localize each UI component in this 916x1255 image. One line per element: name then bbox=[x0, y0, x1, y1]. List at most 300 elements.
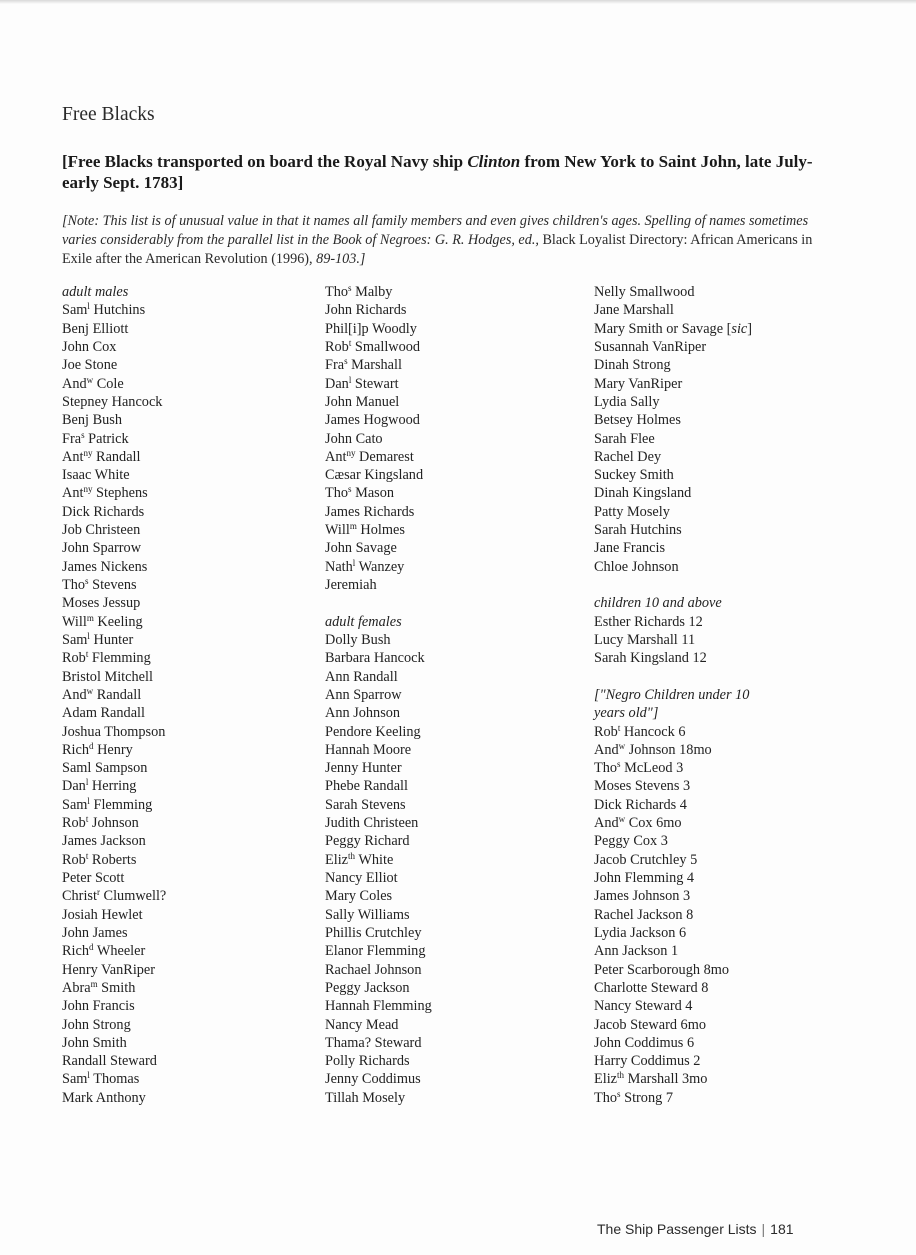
list-item bbox=[62, 539, 166, 557]
list-item bbox=[62, 961, 166, 979]
list-item bbox=[325, 723, 432, 741]
name-text: Eliz bbox=[325, 851, 349, 868]
name-text: Dinah Kingsland bbox=[594, 485, 692, 502]
list-item bbox=[594, 759, 752, 777]
name-text: Rachael Johnson bbox=[325, 961, 422, 978]
list-item bbox=[325, 979, 432, 997]
list-item bbox=[62, 997, 166, 1015]
name-text: Hancock 6 bbox=[620, 723, 686, 740]
name-text: And bbox=[62, 686, 87, 703]
name-text: Tho bbox=[594, 1089, 618, 1106]
list-item bbox=[62, 320, 166, 338]
list-item bbox=[594, 906, 752, 924]
list-item bbox=[325, 686, 432, 704]
name-text: Saml Sampson bbox=[62, 760, 148, 777]
name-text: Judith Christeen bbox=[325, 815, 419, 832]
name-text: Phebe Randall bbox=[325, 778, 408, 795]
list-item bbox=[62, 338, 166, 356]
list-item bbox=[62, 906, 166, 924]
name-text: Dick Richards 4 bbox=[594, 796, 687, 813]
name-text: Marshall 3mo bbox=[624, 1071, 708, 1088]
name-text: Christ bbox=[62, 888, 97, 905]
list-item bbox=[325, 1089, 432, 1107]
name-text: Bristol Mitchell bbox=[62, 668, 153, 685]
name-text: Rob bbox=[62, 650, 86, 667]
name-text: Thomas bbox=[89, 1071, 140, 1088]
list-item bbox=[325, 741, 432, 759]
name-text: Henry bbox=[93, 741, 133, 758]
name-text: Abra bbox=[62, 979, 91, 996]
name-text: Joe Stone bbox=[62, 357, 118, 374]
name-text: ] bbox=[747, 320, 753, 337]
list-item bbox=[325, 649, 432, 667]
category-heading-children-under-10: ["Negro Children under 10 bbox=[594, 686, 750, 703]
name-text: Holmes bbox=[356, 522, 405, 539]
name-text: McLeod 3 bbox=[620, 760, 684, 777]
list-item bbox=[594, 832, 752, 850]
list-item bbox=[62, 411, 166, 429]
abbreviation-superscript: s bbox=[85, 576, 89, 586]
abbreviation-superscript: th bbox=[617, 1070, 625, 1081]
list-item bbox=[325, 777, 432, 795]
name-text: Phillis Crutchley bbox=[325, 924, 422, 941]
list-item bbox=[325, 356, 432, 374]
name-text: Jacob Steward 6mo bbox=[594, 1016, 706, 1033]
name-text: Rachel Dey bbox=[594, 448, 662, 465]
name-text: Charlotte Steward 8 bbox=[594, 979, 709, 996]
list-item bbox=[325, 1034, 432, 1052]
name-text: Nath bbox=[325, 558, 353, 575]
abbreviation-superscript: r bbox=[96, 887, 100, 898]
abbreviation-superscript: w bbox=[618, 814, 626, 825]
name-text: Jane Francis bbox=[594, 540, 666, 557]
name-text: Lydia Sally bbox=[594, 393, 660, 410]
list-item bbox=[62, 430, 166, 448]
list-item bbox=[62, 393, 166, 411]
name-text: Harry Coddimus 2 bbox=[594, 1053, 701, 1070]
name-text: Benj Elliott bbox=[62, 320, 129, 337]
list-item bbox=[62, 1034, 166, 1052]
editorial-note bbox=[62, 212, 842, 269]
name-text: Jeremiah bbox=[325, 577, 377, 593]
list-item bbox=[62, 979, 166, 997]
list-item bbox=[325, 1016, 432, 1034]
name-text: John Francis bbox=[62, 998, 135, 1015]
abbreviation-superscript: l bbox=[87, 630, 90, 641]
abbreviation-superscript: m bbox=[349, 521, 357, 532]
name-text: Ann Sparrow bbox=[325, 686, 402, 703]
name-text: Eliz bbox=[594, 1071, 618, 1088]
name-text: Tho bbox=[325, 485, 349, 502]
category-heading-adult-females: adult females bbox=[325, 613, 402, 630]
abbreviation-superscript: w bbox=[86, 685, 94, 696]
list-item bbox=[62, 356, 166, 374]
name-text: And bbox=[594, 815, 619, 832]
name-text: Clumwell? bbox=[99, 888, 167, 905]
list-item bbox=[62, 686, 166, 704]
list-item bbox=[594, 521, 752, 539]
name-text: Sarah Stevens bbox=[325, 796, 406, 813]
name-text: Sarah Flee bbox=[594, 430, 655, 447]
name-text: Hunter bbox=[89, 631, 134, 648]
list-item bbox=[594, 375, 752, 393]
name-text: John Manuel bbox=[325, 393, 400, 410]
name-text: Sarah Hutchins bbox=[594, 522, 682, 539]
list-item bbox=[62, 723, 166, 741]
name-text: Cæsar Kingsland bbox=[325, 467, 424, 484]
list-item bbox=[62, 1052, 166, 1070]
abbreviation-superscript: ny bbox=[346, 447, 356, 458]
name-text: Randall bbox=[92, 448, 141, 465]
name-text: Fra bbox=[325, 357, 345, 374]
list-item bbox=[594, 777, 752, 795]
name-text: Ann Randall bbox=[325, 668, 398, 685]
name-text: Dick Richards bbox=[62, 503, 145, 520]
category-heading-adult-males: adult males bbox=[62, 284, 129, 300]
note-book-title: Black Loyalist Directory: African Americans in Exile after the American Revolution (1996), bbox=[62, 232, 813, 267]
name-text: Hutchins bbox=[89, 302, 146, 319]
list-item bbox=[325, 448, 432, 466]
name-text: Mary Coles bbox=[325, 888, 393, 905]
list-item bbox=[325, 631, 432, 649]
list-item bbox=[594, 503, 752, 521]
name-text: Patty Mosely bbox=[594, 503, 670, 520]
name-text: Henry VanRiper bbox=[62, 961, 156, 978]
section-spacer bbox=[594, 576, 752, 594]
name-text: Suckey Smith bbox=[594, 467, 674, 484]
list-title-part2: from New York to Saint John, late July-early Sept. 1783] bbox=[62, 152, 813, 192]
list-item bbox=[62, 1016, 166, 1034]
name-text: Patrick bbox=[84, 430, 129, 447]
name-text: Chloe Johnson bbox=[594, 558, 679, 575]
list-item bbox=[62, 594, 166, 612]
list-item bbox=[62, 668, 166, 686]
name-text: Rob bbox=[62, 815, 86, 832]
page-number: 181 bbox=[770, 1221, 794, 1237]
name-text: Peggy Cox 3 bbox=[594, 833, 668, 850]
list-item bbox=[62, 796, 166, 814]
name-text: Herring bbox=[88, 778, 137, 795]
list-item bbox=[325, 759, 432, 777]
abbreviation-superscript: w bbox=[618, 740, 626, 751]
list-item bbox=[62, 1070, 166, 1088]
list-item bbox=[594, 448, 752, 466]
name-text: John Coddimus 6 bbox=[594, 1034, 695, 1051]
name-text: Tho bbox=[62, 577, 86, 593]
abbreviation-superscript: l bbox=[87, 301, 90, 312]
name-text: Fra bbox=[62, 430, 82, 447]
name-text: John Flemming 4 bbox=[594, 870, 695, 886]
list-item bbox=[325, 832, 432, 850]
name-text: Ant bbox=[325, 448, 347, 465]
list-item bbox=[594, 539, 752, 557]
name-text: Strong 7 bbox=[620, 1089, 673, 1106]
name-text: Moses Jessup bbox=[62, 595, 141, 612]
abbreviation-superscript: ny bbox=[83, 484, 93, 495]
list-item bbox=[325, 814, 432, 832]
abbreviation-superscript: s bbox=[81, 429, 85, 440]
list-item bbox=[594, 649, 752, 667]
name-text: Thama? Steward bbox=[325, 1034, 422, 1051]
section-spacer bbox=[325, 594, 432, 612]
name-text: Randall Steward bbox=[62, 1053, 157, 1070]
abbreviation-superscript: t bbox=[85, 649, 89, 660]
name-text: Roberts bbox=[88, 851, 137, 868]
list-item bbox=[594, 997, 752, 1015]
list-item bbox=[62, 759, 166, 777]
list-item bbox=[62, 741, 166, 759]
list-item bbox=[594, 411, 752, 429]
list-item bbox=[325, 906, 432, 924]
name-text: Tillah Mosely bbox=[325, 1089, 406, 1106]
note-italic-text: [Note: This list is of unusual value in that it names all family members and even gives children's ages. Spelling of names sometimes varies considerably from the parallel list in the Book of Negroes: G. R. Hodges, ed., bbox=[62, 213, 809, 248]
list-item bbox=[325, 393, 432, 411]
list-item bbox=[62, 558, 166, 576]
name-text: Stephens bbox=[92, 485, 148, 502]
name-text: Marshall bbox=[347, 357, 402, 374]
list-item bbox=[325, 997, 432, 1015]
list-item bbox=[325, 961, 432, 979]
name-text: James Hogwood bbox=[325, 412, 420, 429]
name-text: Smallwood bbox=[351, 338, 421, 355]
name-text: And bbox=[594, 741, 619, 758]
list-item bbox=[325, 851, 432, 869]
list-item bbox=[594, 1016, 752, 1034]
category-heading-children-10-above: children 10 and above bbox=[594, 595, 722, 612]
name-text: Stewart bbox=[351, 375, 399, 392]
running-title: The Ship Passenger Lists bbox=[597, 1221, 757, 1237]
name-text: Peter Scarborough 8mo bbox=[594, 961, 729, 978]
list-item bbox=[325, 942, 432, 960]
list-item bbox=[594, 942, 752, 960]
name-text: Ann Johnson bbox=[325, 705, 401, 722]
list-item bbox=[62, 851, 166, 869]
name-text: Hannah Moore bbox=[325, 741, 412, 758]
name-text: Sam bbox=[62, 302, 88, 319]
name-text: Mary VanRiper bbox=[594, 375, 683, 392]
name-text: Peter Scott bbox=[62, 870, 125, 886]
name-text: Joshua Thompson bbox=[62, 723, 166, 740]
name-text: Jenny Hunter bbox=[325, 760, 402, 777]
list-item bbox=[594, 558, 752, 576]
name-text: John Sparrow bbox=[62, 540, 142, 557]
name-text: Polly Richards bbox=[325, 1053, 410, 1070]
abbreviation-superscript: w bbox=[86, 374, 94, 385]
name-text: Susannah VanRiper bbox=[594, 338, 707, 355]
list-item bbox=[62, 448, 166, 466]
name-text: Ann Jackson 1 bbox=[594, 943, 679, 960]
list-item bbox=[594, 851, 752, 869]
name-text: Josiah Hewlet bbox=[62, 906, 143, 923]
name-text: Wanzey bbox=[355, 558, 405, 575]
list-item bbox=[62, 777, 166, 795]
list-item bbox=[325, 668, 432, 686]
list-item bbox=[62, 466, 166, 484]
list-item bbox=[594, 484, 752, 502]
name-text: Sam bbox=[62, 796, 88, 813]
list-item bbox=[325, 283, 432, 301]
abbreviation-superscript: t bbox=[348, 337, 352, 348]
name-text: Mason bbox=[351, 485, 395, 502]
list-item bbox=[62, 503, 166, 521]
abbreviation-superscript: s bbox=[348, 484, 352, 495]
section-title: Free Blacks bbox=[62, 104, 155, 125]
list-item bbox=[594, 1070, 752, 1088]
list-item bbox=[325, 430, 432, 448]
list-item bbox=[594, 887, 752, 905]
abbreviation-superscript: l bbox=[85, 777, 89, 788]
abbreviation-superscript: s bbox=[348, 283, 352, 293]
name-text: Dan bbox=[62, 778, 86, 795]
list-item bbox=[594, 320, 752, 338]
name-text: Sam bbox=[62, 631, 88, 648]
name-text: Johnson 18mo bbox=[625, 741, 712, 758]
name-text: Ant bbox=[62, 448, 84, 465]
name-text: Rich bbox=[62, 943, 90, 960]
list-item bbox=[325, 484, 432, 502]
name-text: White bbox=[355, 851, 394, 868]
abbreviation-superscript: t bbox=[85, 850, 89, 861]
name-text: Jenny Coddimus bbox=[325, 1071, 421, 1088]
name-text: Dolly Bush bbox=[325, 631, 391, 648]
name-text: Mary Smith or Savage [ bbox=[594, 320, 732, 337]
list-item bbox=[594, 301, 752, 319]
list-item bbox=[594, 283, 752, 301]
list-item bbox=[62, 924, 166, 942]
name-text: Jane Marshall bbox=[594, 302, 674, 319]
name-text: Cole bbox=[93, 375, 124, 392]
name-text: Pendore Keeling bbox=[325, 723, 421, 740]
list-item bbox=[325, 796, 432, 814]
name-text: Flemming bbox=[88, 650, 151, 667]
name-text: Betsey Holmes bbox=[594, 412, 681, 429]
list-item bbox=[325, 503, 432, 521]
name-text: Lydia Jackson 6 bbox=[594, 924, 687, 941]
abbreviation-superscript: l bbox=[87, 1070, 90, 1081]
name-text: Randall bbox=[93, 686, 142, 703]
name-text: Johnson bbox=[88, 815, 139, 832]
name-text: Phil[i]p Woodly bbox=[325, 320, 417, 337]
list-item bbox=[594, 1052, 752, 1070]
name-text: Jacob Crutchley 5 bbox=[594, 851, 698, 868]
list-item bbox=[62, 484, 166, 502]
section-spacer bbox=[594, 668, 752, 686]
column-1 bbox=[62, 283, 166, 1107]
list-item bbox=[62, 576, 166, 594]
list-item bbox=[594, 631, 752, 649]
abbreviation-superscript: s bbox=[344, 356, 348, 367]
name-text: Elanor Flemming bbox=[325, 943, 426, 960]
list-item bbox=[62, 375, 166, 393]
list-item bbox=[325, 301, 432, 319]
footer-separator: | bbox=[761, 1221, 766, 1237]
name-text: Hannah Flemming bbox=[325, 998, 432, 1015]
list-item bbox=[62, 649, 166, 667]
name-text: John Cato bbox=[325, 430, 383, 447]
name-text: Sally Williams bbox=[325, 906, 410, 923]
list-item bbox=[325, 924, 432, 942]
name-text: Moses Stevens 3 bbox=[594, 778, 691, 795]
name-text: And bbox=[62, 375, 87, 392]
list-item bbox=[594, 1034, 752, 1052]
name-text: John Strong bbox=[62, 1016, 131, 1033]
name-text: Demarest bbox=[355, 448, 414, 465]
name-text: Stevens bbox=[88, 577, 137, 593]
name-text: Dan bbox=[325, 375, 349, 392]
list-item bbox=[325, 1052, 432, 1070]
name-text: Will bbox=[325, 522, 350, 539]
abbreviation-superscript: d bbox=[89, 740, 94, 751]
name-text: Cox 6mo bbox=[625, 815, 682, 832]
name-text: Rachel Jackson 8 bbox=[594, 906, 694, 923]
list-item bbox=[325, 320, 432, 338]
name-text: James Jackson bbox=[62, 833, 146, 850]
list-item bbox=[594, 924, 752, 942]
list-item bbox=[325, 466, 432, 484]
list-item bbox=[325, 576, 432, 594]
list-item bbox=[62, 613, 166, 631]
name-text: Adam Randall bbox=[62, 705, 145, 722]
list-item bbox=[325, 411, 432, 429]
abbreviation-superscript: s bbox=[617, 759, 621, 770]
name-text: Ant bbox=[62, 485, 84, 502]
name-text: Benj Bush bbox=[62, 412, 122, 429]
abbreviation-superscript: ny bbox=[83, 447, 93, 458]
name-text: Sarah Kingsland 12 bbox=[594, 650, 707, 667]
list-item bbox=[325, 1070, 432, 1088]
page-footer bbox=[597, 1221, 794, 1237]
abbreviation-superscript: t bbox=[617, 722, 621, 733]
list-item bbox=[594, 796, 752, 814]
name-text: Nancy Elliot bbox=[325, 870, 398, 886]
name-text: Will bbox=[62, 613, 87, 630]
list-item bbox=[594, 869, 752, 887]
name-text: James Johnson 3 bbox=[594, 888, 691, 905]
name-text: John Savage bbox=[325, 540, 397, 557]
name-text: James Nickens bbox=[62, 558, 148, 575]
name-text: Barbara Hancock bbox=[325, 650, 425, 667]
list-item bbox=[594, 613, 752, 631]
list-item bbox=[62, 832, 166, 850]
list-item bbox=[325, 375, 432, 393]
list-item bbox=[325, 539, 432, 557]
name-text: Tho bbox=[325, 284, 349, 300]
name-text: Nancy Steward 4 bbox=[594, 998, 693, 1015]
name-text: Dinah Strong bbox=[594, 357, 671, 374]
name-text: Wheeler bbox=[93, 943, 146, 960]
list-item bbox=[594, 814, 752, 832]
name-text: Keeling bbox=[93, 613, 143, 630]
abbreviation-superscript: d bbox=[89, 942, 94, 953]
list-item bbox=[62, 521, 166, 539]
abbreviation-superscript: m bbox=[90, 978, 98, 989]
list-item bbox=[594, 961, 752, 979]
list-title bbox=[62, 151, 822, 193]
column-2 bbox=[325, 283, 432, 1107]
list-item bbox=[594, 338, 752, 356]
list-item bbox=[594, 1089, 752, 1107]
column-3 bbox=[594, 283, 752, 1107]
ship-name: Clinton bbox=[467, 152, 521, 171]
name-text: Smith bbox=[97, 979, 136, 996]
list-item bbox=[62, 704, 166, 722]
abbreviation-superscript: th bbox=[348, 850, 356, 861]
name-text: Lucy Marshall 11 bbox=[594, 631, 696, 648]
list-item bbox=[594, 723, 752, 741]
scan-edge-shadow bbox=[0, 0, 916, 4]
category-heading-children-under-10-cont: years old"] bbox=[594, 705, 659, 722]
abbreviation-superscript: l bbox=[87, 795, 90, 806]
